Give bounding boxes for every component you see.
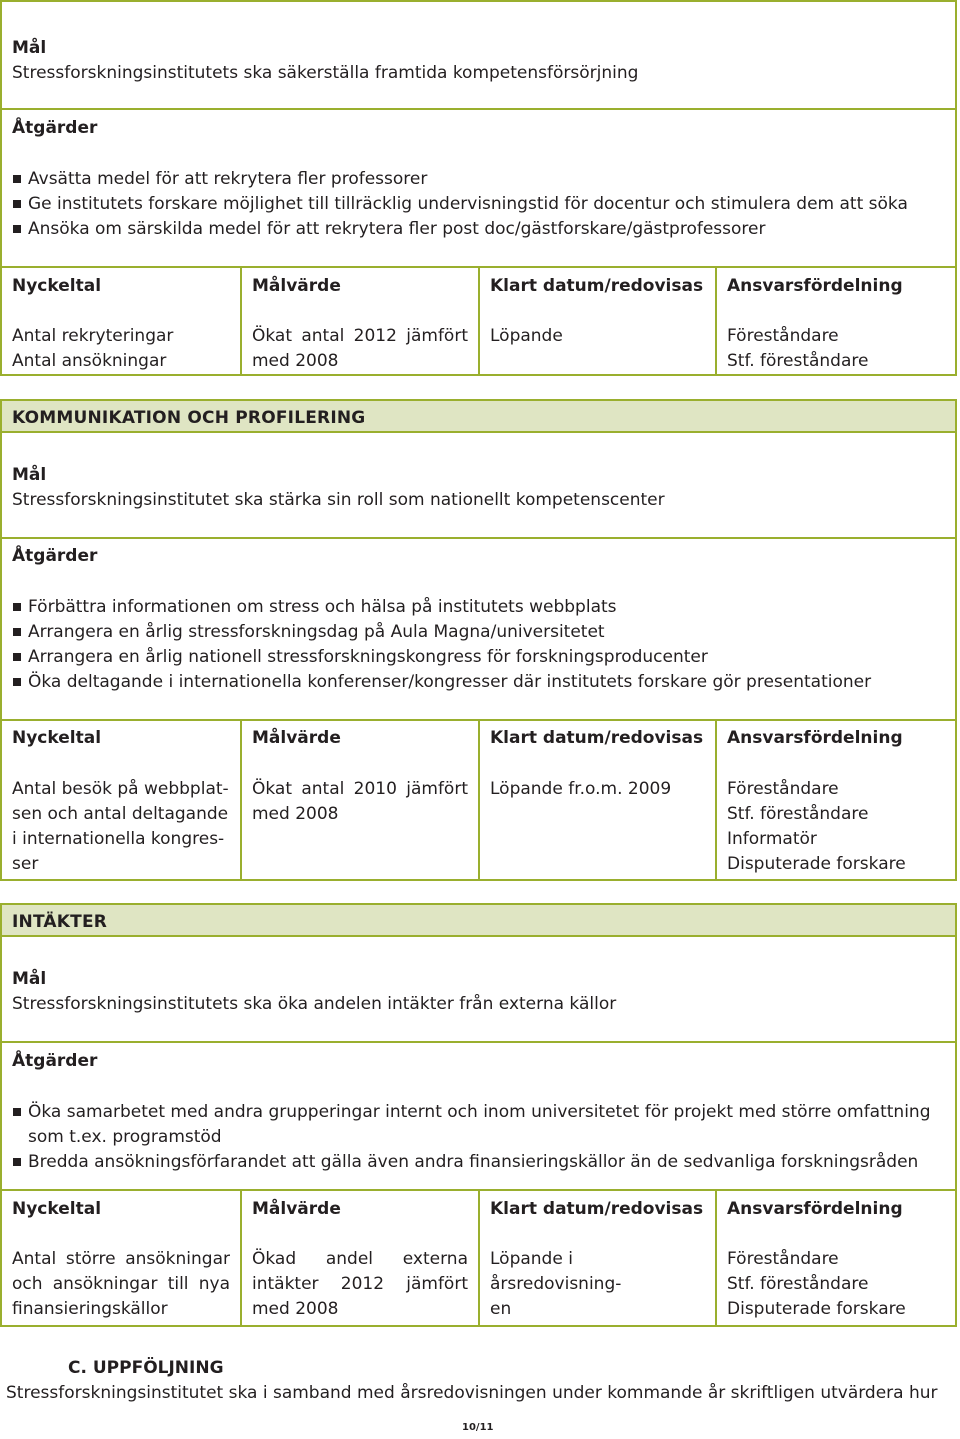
datum-line: en — [490, 1299, 512, 1319]
header-nyckeltal: Nyckeltal — [12, 276, 102, 296]
ansvar-line: Stf. föreståndare — [727, 804, 869, 824]
header-datum: Klart datum/redovisas — [490, 276, 704, 296]
header-ansvar: Ansvarsfördelning — [727, 728, 903, 748]
actions-list — [12, 595, 945, 695]
header-malvarde: Målvärde — [252, 276, 341, 296]
ansvar-line: Disputerade forskare — [727, 1299, 906, 1319]
ansvar-line: Föreståndare — [727, 326, 839, 346]
header-malvarde: Målvärde — [252, 728, 341, 748]
nyckeltal-line: Antal besök på webbplat- — [12, 779, 229, 799]
block-kompetens — [0, 0, 957, 376]
goal-text: Stressforskningsinstitutets ska öka andelen intäkter från externa källor — [12, 994, 617, 1014]
header-nyckeltal: Nyckeltal — [12, 1199, 102, 1219]
section-title: KOMMUNIKATION OCH PROFILERING — [12, 408, 366, 428]
section-title: INTÄKTER — [12, 912, 108, 932]
ansvar-line: Stf. föreståndare — [727, 1274, 869, 1294]
ansvar-value — [727, 777, 945, 877]
block-intakter — [0, 903, 957, 1327]
action-item: Ansöka om särskilda medel för att rekrytera fler post doc/gästforskare/gästprofessorer — [12, 217, 945, 242]
action-item: Bredda ansökningsförfarandet att gälla även andra finansieringskällor än de sedvanliga forskningsråden — [12, 1150, 945, 1175]
datum-value — [490, 1247, 705, 1322]
malvarde-value: Ökad andel externa intäkter 2012 jämfört med 2008 — [252, 1249, 468, 1319]
datum-line: Löpande i årsredovisning- — [490, 1249, 622, 1294]
page-number: 10/11 — [462, 1422, 494, 1433]
ansvar-value — [727, 324, 945, 374]
nyckeltal-line: i internationella kongres- — [12, 829, 225, 849]
header-malvarde: Målvärde — [252, 1199, 341, 1219]
action-item: Arrangera en årlig stressforskningsdag på Aula Magna/universitetet — [12, 620, 945, 645]
goal-heading: Mål — [12, 969, 47, 989]
nyckeltal-line: Antal rekryteringar — [12, 326, 174, 346]
uppfoljning-text: Stressforskningsinstitutet ska i samband med årsredovisningen under kommande år skriftligen utvärdera hur — [6, 1383, 938, 1403]
datum-value: Löpande fr.o.m. 2009 — [490, 779, 672, 799]
ansvar-line: Disputerade forskare — [727, 854, 906, 874]
ansvar-line: Stf. föreståndare — [727, 351, 869, 371]
datum-value: Löpande — [490, 326, 563, 346]
actions-list — [12, 1100, 945, 1175]
goal-text: Stressforskningsinstitutet ska stärka sin roll som nationellt kompetenscenter — [12, 490, 665, 510]
header-datum: Klart datum/redovisas — [490, 1199, 704, 1219]
action-item: Avsätta medel för att rekrytera fler professorer — [12, 167, 945, 192]
nyckeltal-value — [12, 777, 230, 877]
header-nyckeltal: Nyckeltal — [12, 728, 102, 748]
block-kommunikation — [0, 399, 957, 881]
nyckeltal-line: sen och antal deltagande — [12, 804, 229, 824]
action-item: Förbättra informationen om stress och hälsa på institutets webbplats — [12, 595, 945, 620]
actions-list — [12, 167, 945, 242]
actions-heading: Åtgärder — [12, 118, 98, 138]
action-item: Arrangera en årlig nationell stressforskningskongress för forskningsproducenter — [12, 645, 945, 670]
goal-heading: Mål — [12, 465, 47, 485]
actions-heading: Åtgärder — [12, 1051, 98, 1071]
goal-text: Stressforskningsinstitutets ska säkerställa framtida kompetensförsörjning — [12, 63, 639, 83]
action-item: Ge institutets forskare möjlighet till tillräcklig undervisningstid för docentur och stimulera dem att söka — [12, 192, 945, 217]
action-item: Öka deltagande i internationella konferenser/kongresser där institutets forskare gör presentationer — [12, 670, 945, 695]
nyckeltal-value — [12, 324, 230, 374]
nyckeltal-line: ser — [12, 854, 39, 874]
nyckeltal-line: Antal ansökningar — [12, 351, 167, 371]
ansvar-line: Informatör — [727, 829, 817, 849]
ansvar-line: Föreståndare — [727, 1249, 839, 1269]
nyckeltal-value: Antal större ansökningar och ansökningar till nya finansieringskällor — [12, 1249, 230, 1319]
malvarde-value: Ökat antal 2012 jämfört med 2008 — [252, 326, 468, 371]
header-ansvar: Ansvarsfördelning — [727, 1199, 903, 1219]
header-datum: Klart datum/redovisas — [490, 728, 704, 748]
header-ansvar: Ansvarsfördelning — [727, 276, 903, 296]
uppfoljning-heading: C. UPPFÖLJNING — [68, 1358, 224, 1378]
actions-heading: Åtgärder — [12, 546, 98, 566]
goal-heading: Mål — [12, 38, 47, 58]
malvarde-value: Ökat antal 2010 jämfört med 2008 — [252, 779, 468, 824]
action-item: Öka samarbetet med andra grupperingar internt och inom universitetet för projekt med större omfattning som t.ex. programstöd — [12, 1100, 945, 1150]
ansvar-line: Föreståndare — [727, 779, 839, 799]
ansvar-value — [727, 1247, 945, 1322]
